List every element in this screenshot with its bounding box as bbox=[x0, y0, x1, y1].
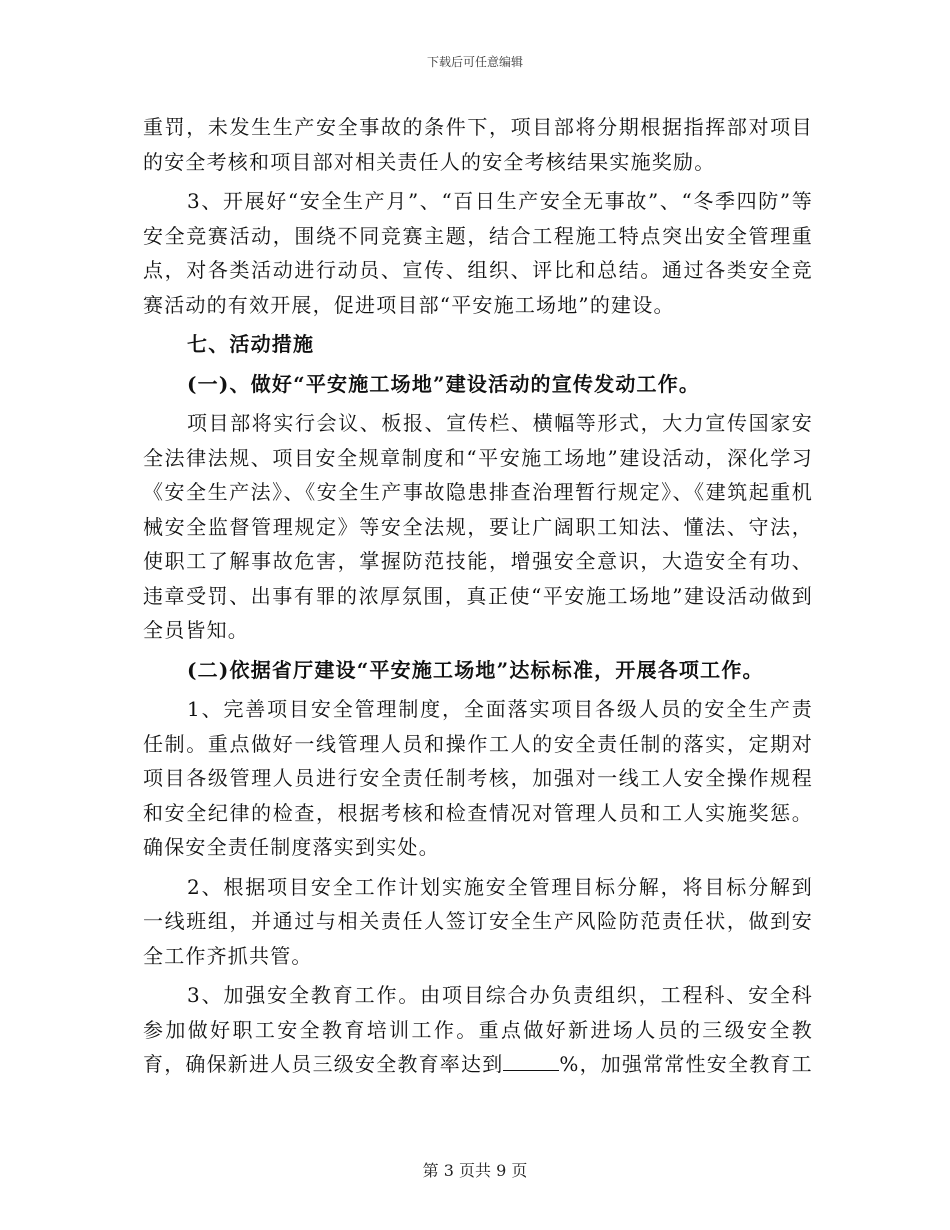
subsection-heading-1: (一)、做好“平安施工场地”建设活动的宣传发动工作。 bbox=[187, 371, 701, 396]
education-text-after-blank: %，加强常常性安全教育工 bbox=[559, 1052, 813, 1076]
page-footer: 第 3 页共 9 页 bbox=[422, 1161, 528, 1180]
paragraph-item-1-responsibility: 1、完善项目安全管理制度，全面落实项目各级人员的安全生产责任制。重点做好一线管理人员和操作工人的安全责任制的落实，定期对项目各级管理人员进行安全责任制考核，加强对一线工人安全操作规程和安全纪律的检查，根据考核和检查情况对管理人员和工人实施奖惩。确保安全责任制度落实到实处。 bbox=[143, 697, 813, 859]
paragraph-item-3-education bbox=[143, 978, 813, 1082]
page-header: 下载后可任意编辑 bbox=[426, 55, 523, 69]
document-body bbox=[143, 110, 813, 1087]
fill-in-blank bbox=[503, 1052, 559, 1071]
paragraph-continuation: 重罚，未发生生产安全事故的条件下，项目部将分期根据指挥部对项目的安全考核和项目部对相关责任人的安全考核结果实施奖励。 bbox=[143, 115, 813, 174]
subsection-heading-2: (二)依据省厅建设“平安施工场地”达标标准，开展各项工作。 bbox=[187, 657, 764, 682]
education-text-before-blank: 3、加强安全教育工作。由项目综合办负责组织，工程科、安全科参加做好职工安全教育培训工作。重点做好新进场人员的三级安全教育，确保新进人员三级安全教育率达到 bbox=[143, 983, 813, 1076]
paragraph-item-3-competition: 3、开展好“安全生产月”、“百日生产安全无事故”、“冬季四防”等安全竞赛活动，围绕不同竞赛主题，结合工程施工特点突出安全管理重点，对各类活动进行动员、宣传、组织、评比和总结。通过各类安全竞赛活动的有效开展，促进项目部“平安施工场地”的建设。 bbox=[143, 189, 813, 317]
paragraph-publicity: 项目部将实行会议、板报、宣传栏、横幅等形式，大力宣传国家安全法律法规、项目安全规章制度和“平安施工场地”建设活动，深化学习《安全生产法》、《安全生产事故隐患排查治理暂行规定》、《建筑起重机械安全监督管理规定》等安全法规，要让广阔职工知法、懂法、守法，使职工了解事故危害，掌握防范技能，增强安全意识，大造安全有功、违章受罚、出事有罪的浓厚氛围，真正使“平安施工场地”建设活动做到全员皆知。 bbox=[143, 411, 813, 642]
paragraph-item-2-targets: 2、根据项目安全工作计划实施安全管理目标分解，将目标分解到一线班组，并通过与相关责任人签订安全生产风险防范责任状，做到安全工作齐抓共管。 bbox=[143, 874, 813, 968]
section-heading-measures: 七、活动措施 bbox=[187, 332, 315, 356]
